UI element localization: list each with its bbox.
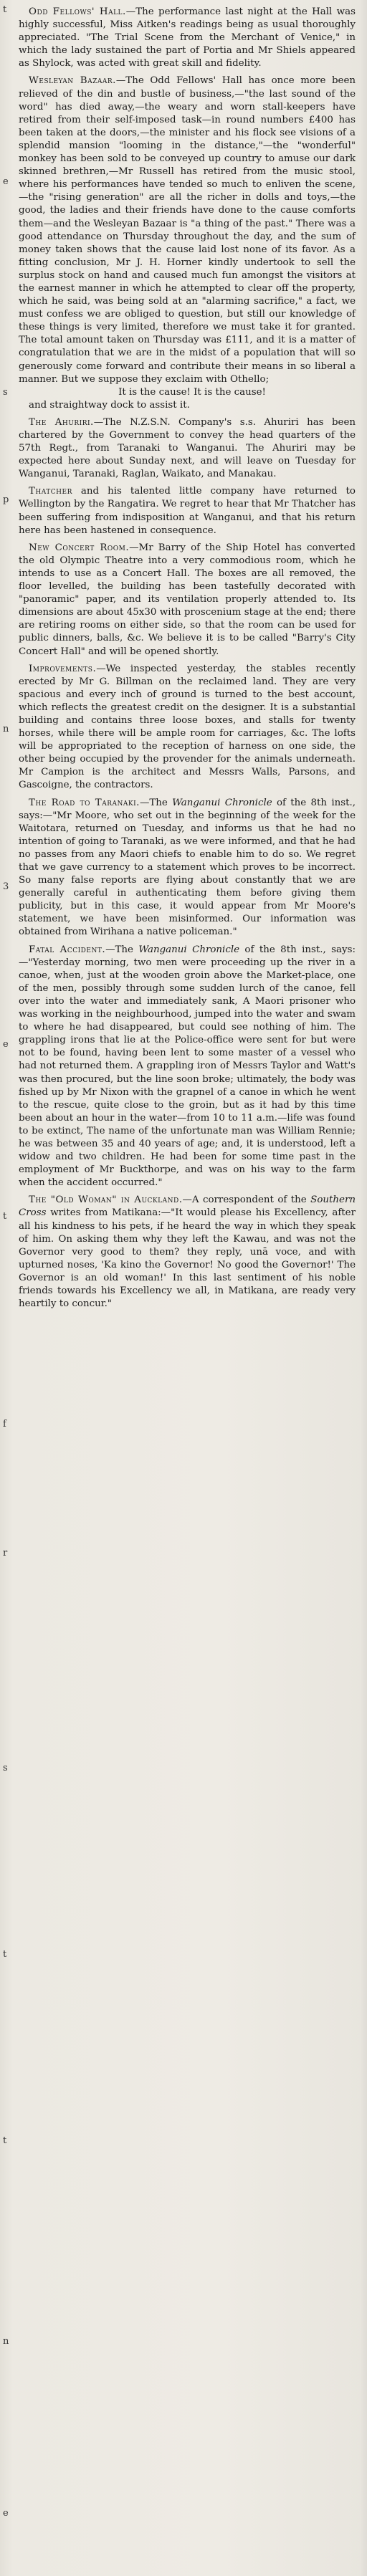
article-body: —The performance last night at the Hall was highly successful, Miss Aitken's readings being as usual thoroughly appreciated. "The Trial Scene from the Merchant of Venice," in which the lady sustained the part of Portia and Mr Shiels appeared as Shylock, was acted with great skill and fidelity. bbox=[19, 6, 356, 70]
article-body: of the 8th inst., says:—"Yesterday morning, two men were proceeding up the river in a canoe, when, just at the wooden groin above the Market-place, one of the men, possibly through some sudden lurch of the canoe, fell over into the water and immediately sank, A Maori prisoner who was working in the neighbourhood, jumped into the water and swam to where he had disappeared, but could see nothing of him. The grappling irons that lie at the Police-office were sent for but were not to be found, having been lent to some master of a vessel who had not returned them. A grappling iron of Messrs Taylor and Watt's was then procured, but the line soon broke; ultimately, the body was fished up by Mr Nixon with the grapnel of a canoe in which he went to the rescue, quite close to the groin, but as it had by this time been about an hour in the water—from 10 to 11 a.m.—life was found to be extinct, The name of the unfortunate man was William Rennie; he was between 35 and 40 years of age; and, it is understood, left a widow and two children. He had been for some time past in the employment of Mr Buckthorpe, and was on his way to the farm when the accident occurred." bbox=[19, 944, 356, 1189]
page-edge-shadow bbox=[360, 0, 367, 2576]
article-lead: —A correspondent of the bbox=[182, 1194, 311, 1206]
article-body: —We inspected yesterday, the stables recently erected by Mr G. Billman on the reclaimed land. They are very spacious and every inch of ground is turned to the best account, which reflects the greatest credit on the designer. It is a substantial building and contains three loose boxes, and stalls for twenty horses, while there will be ample room for carriages, &c. The lofts will be appropriated to the reception of harness on one side, the other being occupied by the provender for the animals underneath. Mr Campion is the architect and Messrs Walls, Parsons, and Gascoigne, the contractors. bbox=[19, 663, 356, 791]
article-heading: Thatcher bbox=[29, 486, 72, 497]
newspaper-name: Wanganui Chronicle bbox=[172, 797, 272, 808]
gutter-mark: s bbox=[3, 387, 8, 398]
article-body: of the 8th inst., says:—"Mr Moore, who set out in the beginning of the week for the Waitotara, returned on Tuesday, and informs us that he had no intention of going to Taranaki, as we were informed, and that he had no passes from any Maori chiefs to enable him to do so. We regret that we gave currency to a statement which proves to be incorrect. So many false reports are flying about constantly that we are generally careful in authenticating them before giving them publicity, but in this case, it would appear from Mr Moore's statement, we have been misinformed. Our information was obtained from Wirihana a native policeman." bbox=[19, 797, 356, 938]
article-lead: —The bbox=[139, 797, 173, 808]
gutter-mark: s bbox=[3, 1763, 8, 1773]
gutter-mark: f bbox=[3, 1419, 6, 1430]
left-gutter-fragments bbox=[0, 0, 16, 2576]
gutter-mark: t bbox=[3, 2135, 7, 2146]
article-heading: The "Old Woman" in Auckland. bbox=[29, 1194, 183, 1206]
article-odd-fellows-hall bbox=[19, 6, 356, 70]
gutter-mark: t bbox=[3, 4, 7, 15]
gutter-mark: e bbox=[3, 2508, 9, 2519]
article-road-to-taranaki bbox=[19, 797, 356, 939]
news-column bbox=[19, 6, 356, 1315]
gutter-mark: e bbox=[3, 1039, 9, 1050]
article-body: —The N.Z.S.N. Company's s.s. Ahuriri has been chartered by the Government to convey the head quarters of the 57th Regt., from Taranaki to Wanganui. The Ahuriri may be expected here about Sunday next, and will leave on Tuesday for Wanganui, Taranaki, Raglan, Waikato, and Manakau. bbox=[19, 416, 356, 480]
quote-line: and straightway dock to assist it. bbox=[29, 399, 190, 411]
quote-line: It is the cause! It is the cause! bbox=[118, 386, 266, 398]
article-heading: Improvements. bbox=[29, 663, 97, 674]
article-new-concert-room bbox=[19, 542, 356, 659]
article-heading: New Concert Room. bbox=[29, 542, 130, 553]
gutter-mark: r bbox=[3, 1548, 8, 1558]
article-heading: The Ahuriri. bbox=[29, 416, 94, 428]
article-lead: —The bbox=[105, 944, 139, 955]
article-heading: Fatal Accident. bbox=[29, 944, 106, 955]
article-heading: The Road to Taranaki. bbox=[29, 797, 140, 808]
article-fatal-accident bbox=[19, 944, 356, 1190]
article-old-woman-in-auckland bbox=[19, 1194, 356, 1311]
article-ahuriri bbox=[19, 416, 356, 481]
gutter-mark: n bbox=[3, 724, 9, 734]
newspaper-name: Wanganui Chronicle bbox=[138, 944, 240, 955]
article-heading: Wesleyan Bazaar. bbox=[29, 75, 116, 87]
gutter-mark: p bbox=[3, 494, 9, 505]
gutter-mark: t bbox=[3, 1211, 7, 1222]
gutter-mark: t bbox=[3, 1949, 7, 1960]
newspaper-name: Southern Cross bbox=[19, 1194, 356, 1219]
article-heading: Odd Fellows' Hall. bbox=[29, 6, 126, 17]
article-body: writes from Matikana:—"It would please his Excellency, after all his kindness to his pets, if he heard the way in which they speak of him. On asking them why they left the Kawau, and was not the Governor very good to them? they reply, unā voce, and with upturned noses, 'Ka kino the Governor! No good the Governor!' The Governor is an old woman!' In this last sentiment of his noble friends towards his Excellency we all, in Matikana, are ready very heartily to concur." bbox=[19, 1207, 356, 1310]
article-thatcher bbox=[19, 485, 356, 537]
gutter-mark: n bbox=[3, 2336, 9, 2347]
gutter-mark: 3 bbox=[3, 881, 9, 892]
article-wesleyan-bazaar bbox=[19, 75, 356, 411]
article-body: —The Odd Fellows' Hall has once more been relieved of the din and bustle of business,—"the last sound of the word" has died away,—the weary and worn stall-keepers have retired from their self-imposed task—in round numbers £400 has been taken at the doors,—the minister and his flock see visions of a splendid mansion "looming in the distance,"—the "wonderful" monkey has been sold to be conveyed up country to amuse our dark skinned brethren,—Mr Russell has retired from the music stool, where his performances have tended so much to enliven the scene,—the "rising generation" are all the richer in dolls and toys,—the good, the ladies and their friends have done to the cause comforts them—and the Wesleyan Bazaar is "a thing of the past." There was a good attendance on Thursday throughout the day, and the sum of money taken shows that the cause laid lost none of its favor. As a fitting conclusion, Mr J. H. Horner kindly undertook to sell the surplus stock on hand and caused much fun amongst the visitors at the earnest manner in which he attempted to clear off the property, which he said, was being sold at an "alarming sacrifice," a fact, we must confess we are obliged to question, but still our knowledge of these things is very limited, therefore we must take it for granted. The total amount taken on Thursday was £111, and it is a matter of congratulation that we are in the midst of a population that will so generously come forward and contribute their means in so liberal a manner. But we suppose they exclaim with Othello; bbox=[19, 75, 356, 385]
article-body: and his talented little company have returned to Wellington by the Rangatira. We regret to hear that Mr Thatcher has been suffering from indisposition at Wanganui, and that his return here has been hastened in consequence. bbox=[19, 486, 356, 536]
article-body: —Mr Barry of the Ship Hotel has converted the old Olympic Theatre into a very commodious room, which he intends to use as a Concert Hall. The boxes are all removed, the floor levelled, the building has been tastefully decorated with "panoramic" paper, and its ventilation properly attended to. Its dimensions are about 45x30 with proscenium stage at the end; there are retiring rooms on either side, so that the room can be used for public dinners, balls, &c. We believe it is to be called "Barry's City Concert Hall" and will be opened shortly. bbox=[19, 542, 356, 657]
gutter-mark: e bbox=[3, 176, 9, 187]
article-improvements bbox=[19, 663, 356, 793]
